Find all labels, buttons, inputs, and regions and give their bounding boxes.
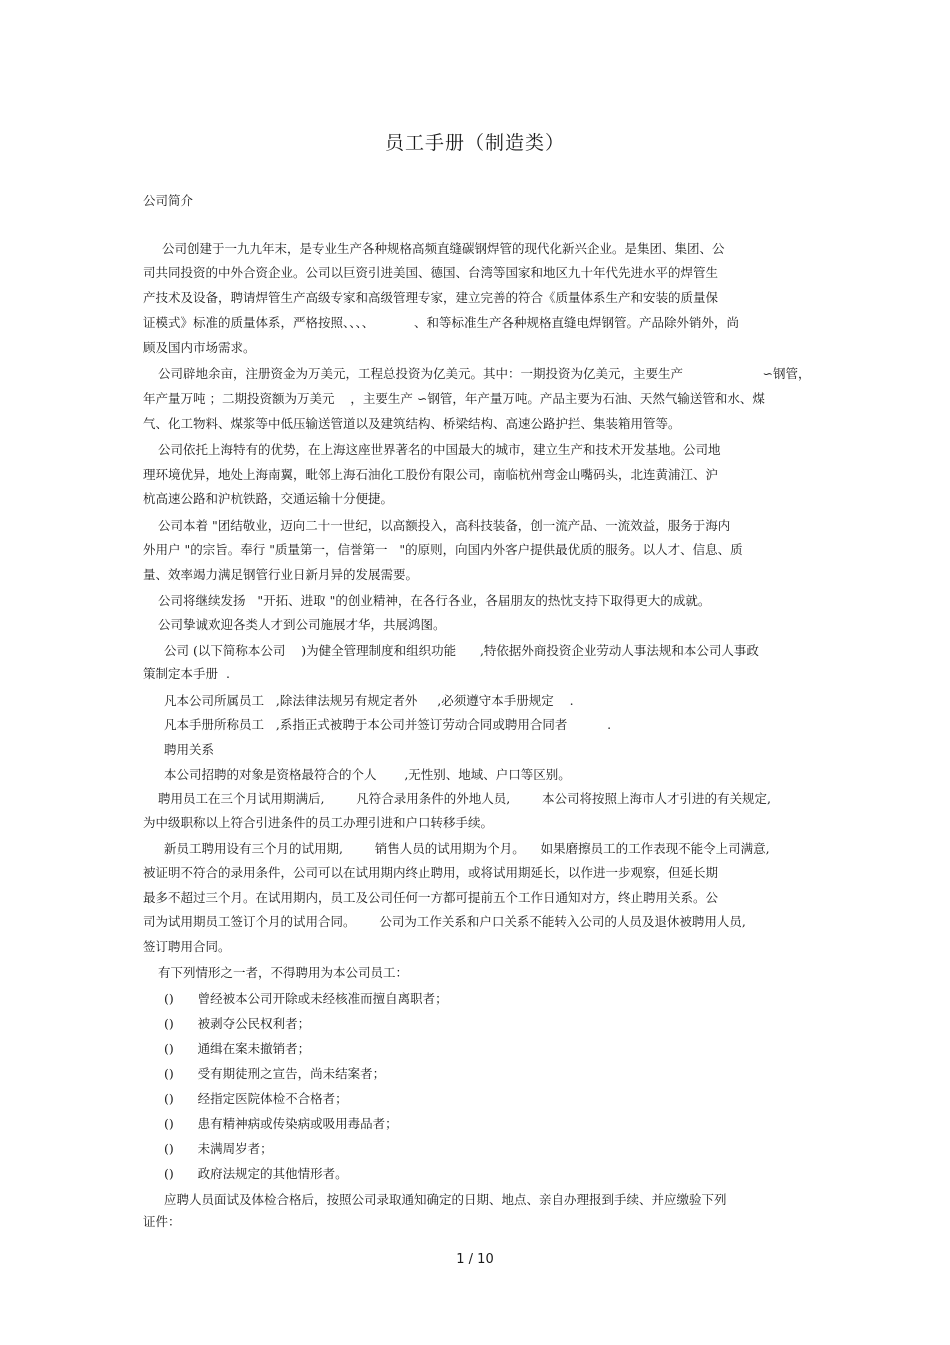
list-item: () 受有期徒刑之宣告，尚未结案者；	[164, 1066, 386, 1081]
paragraph-line: 司为试用期员工签订个月的试用合同。 公司为工作关系和户口关系不能转入公司的人员及退休被聘用人员,	[143, 914, 746, 929]
paragraph-line: 公司挚诚欢迎各类人才到公司施展才华，共展鸿图。	[158, 617, 446, 632]
paragraph-line: 为中级职称以上符合引进条件的员工办理引进和户口转移手续。	[143, 815, 494, 830]
paragraph-line: 气、化工物料、煤浆等中低压输送管道以及建筑结构、桥梁结构、高速公路护拦、集装箱用管等。	[143, 416, 681, 431]
paragraph-line: 杭高速公路和沪杭铁路，交通运输十分便捷。	[143, 491, 394, 506]
paragraph-line: 年产量万吨 ；二期投资额为万美元 ，主要生产 ∽钢管，年产量万吨。产品主要为石油、天然气输送管和水、煤	[143, 391, 765, 406]
paragraph-line: 公司本着 "团结敬业，迈向二十一世纪，以高额投入，高科技装备，创一流产品、一流效益，服务于海内	[158, 518, 731, 533]
paragraph-line: 司共同投资的中外合资企业。公司以巨资引进美国、德国、台湾等国家和地区九十年代先进水平的焊管生	[143, 265, 719, 280]
list-item: () 曾经被本公司开除或未经核准而擅自离职者；	[164, 991, 448, 1006]
list-item: () 患有精神病或传染病或吸用毒品者；	[164, 1116, 398, 1131]
section-heading: 公司简介	[143, 193, 194, 208]
page-number: 1 / 10	[456, 1252, 494, 1267]
paragraph-line: 公司创建于一九九年末，是专业生产各种规格高频直缝碳钢焊管的现代化新兴企业。是集团、集团、公	[162, 241, 725, 256]
list-item: () 通缉在案未撤销者；	[164, 1041, 311, 1056]
subheading: 聘用关系	[164, 742, 215, 757]
paragraph-line: 聘用员工在三个月试用期满后, 凡符合录用条件的外地人员, 本公司将按照上海市人才引进的有关规定,	[158, 791, 771, 806]
paragraph-line: 最多不超过三个月。在试用期内，员工及公司任何一方都可提前五个工作日通知对方，终止聘用关系。公	[143, 890, 719, 905]
paragraph-line: 凡本公司所属员工 ,除法律法规另有规定者外 ,必须遵守本手册规定 .	[164, 693, 574, 708]
paragraph-line: 顾及国内市场需求。	[143, 340, 256, 355]
paragraph-line: 产技术及设备，聘请焊管生产高级专家和高级管理专家，建立完善的符合《质量体系生产和安装的质量保	[143, 290, 719, 305]
document-title: 员工手册（制造类）	[384, 132, 565, 154]
paragraph-line: 证件：	[143, 1214, 181, 1229]
paragraph-line: 公司辟地余亩，注册资金为万美元，工程总投资为亿美元。其中：一期投资为亿美元，主要生产 ∽钢管，	[158, 366, 811, 381]
list-item: () 政府法规定的其他情形者。	[164, 1166, 348, 1181]
list-item: () 经指定医院体检不合格者；	[164, 1091, 348, 1106]
paragraph-line: 证模式》标准的质量体系，严格按照、、、、 、和等标准生产各种规格直缝电焊钢管。产品除外销外，尚	[143, 315, 739, 330]
paragraph-line: 外用户 "的宗旨。奉行 "质量第一，信誉第一 "的原则，向国内外客户提供最优质的服务。以人才、信息、质	[143, 542, 743, 557]
paragraph-line: 签订聘用合同。	[143, 939, 231, 954]
paragraph-line: 应聘人员面试及体检合格后，按照公司录取通知确定的日期、地点、亲自办理报到手续、并应缴验下列	[164, 1192, 727, 1207]
list-item: () 被剥夺公民权利者；	[164, 1016, 311, 1031]
paragraph-line: 有下列情形之一者，不得聘用为本公司员工：	[158, 965, 409, 980]
paragraph-line: 新员工聘用设有三个月的试用期, 销售人员的试用期为个月。 如果磨擦员工的工作表现不能令上司满意,	[164, 841, 770, 856]
paragraph-line: 公司将继续发扬 "开拓、进取 "的创业精神，在各行各业，各届朋友的热忱支持下取得更大的成就。	[158, 593, 711, 608]
list-item: () 未满周岁者；	[164, 1141, 273, 1156]
paragraph-line: 策制定本手册 .	[143, 666, 230, 681]
paragraph-line: 被证明不符合的录用条件，公司可以在试用期内终止聘用，或将试用期延长，以作进一步观察，但延长期	[143, 865, 719, 880]
paragraph-line: 公司依托上海特有的优势，在上海这座世界著名的中国最大的城市，建立生产和技术开发基地。公司地	[158, 442, 721, 457]
paragraph-line: 凡本手册所称员工 ,系指正式被聘于本公司并签订劳动合同或聘用合同者 .	[164, 717, 612, 732]
paragraph-line: 本公司招聘的对象是资格最符合的个人 ,无性别、地域、户口等区别。	[164, 767, 571, 782]
paragraph-line: 公司 (以下简称本公司 )为健全管理制度和组织功能 ,特依据外商投资企业劳动人事法规和本公司人事政	[164, 643, 759, 658]
paragraph-line: 理环境优异，地处上海南翼，毗邻上海石油化工股份有限公司，南临杭州弯金山嘴码头，北连黄浦江、沪	[143, 467, 719, 482]
paragraph-line: 量、效率竭力满足钢管行业日新月异的发展需要。	[143, 567, 419, 582]
